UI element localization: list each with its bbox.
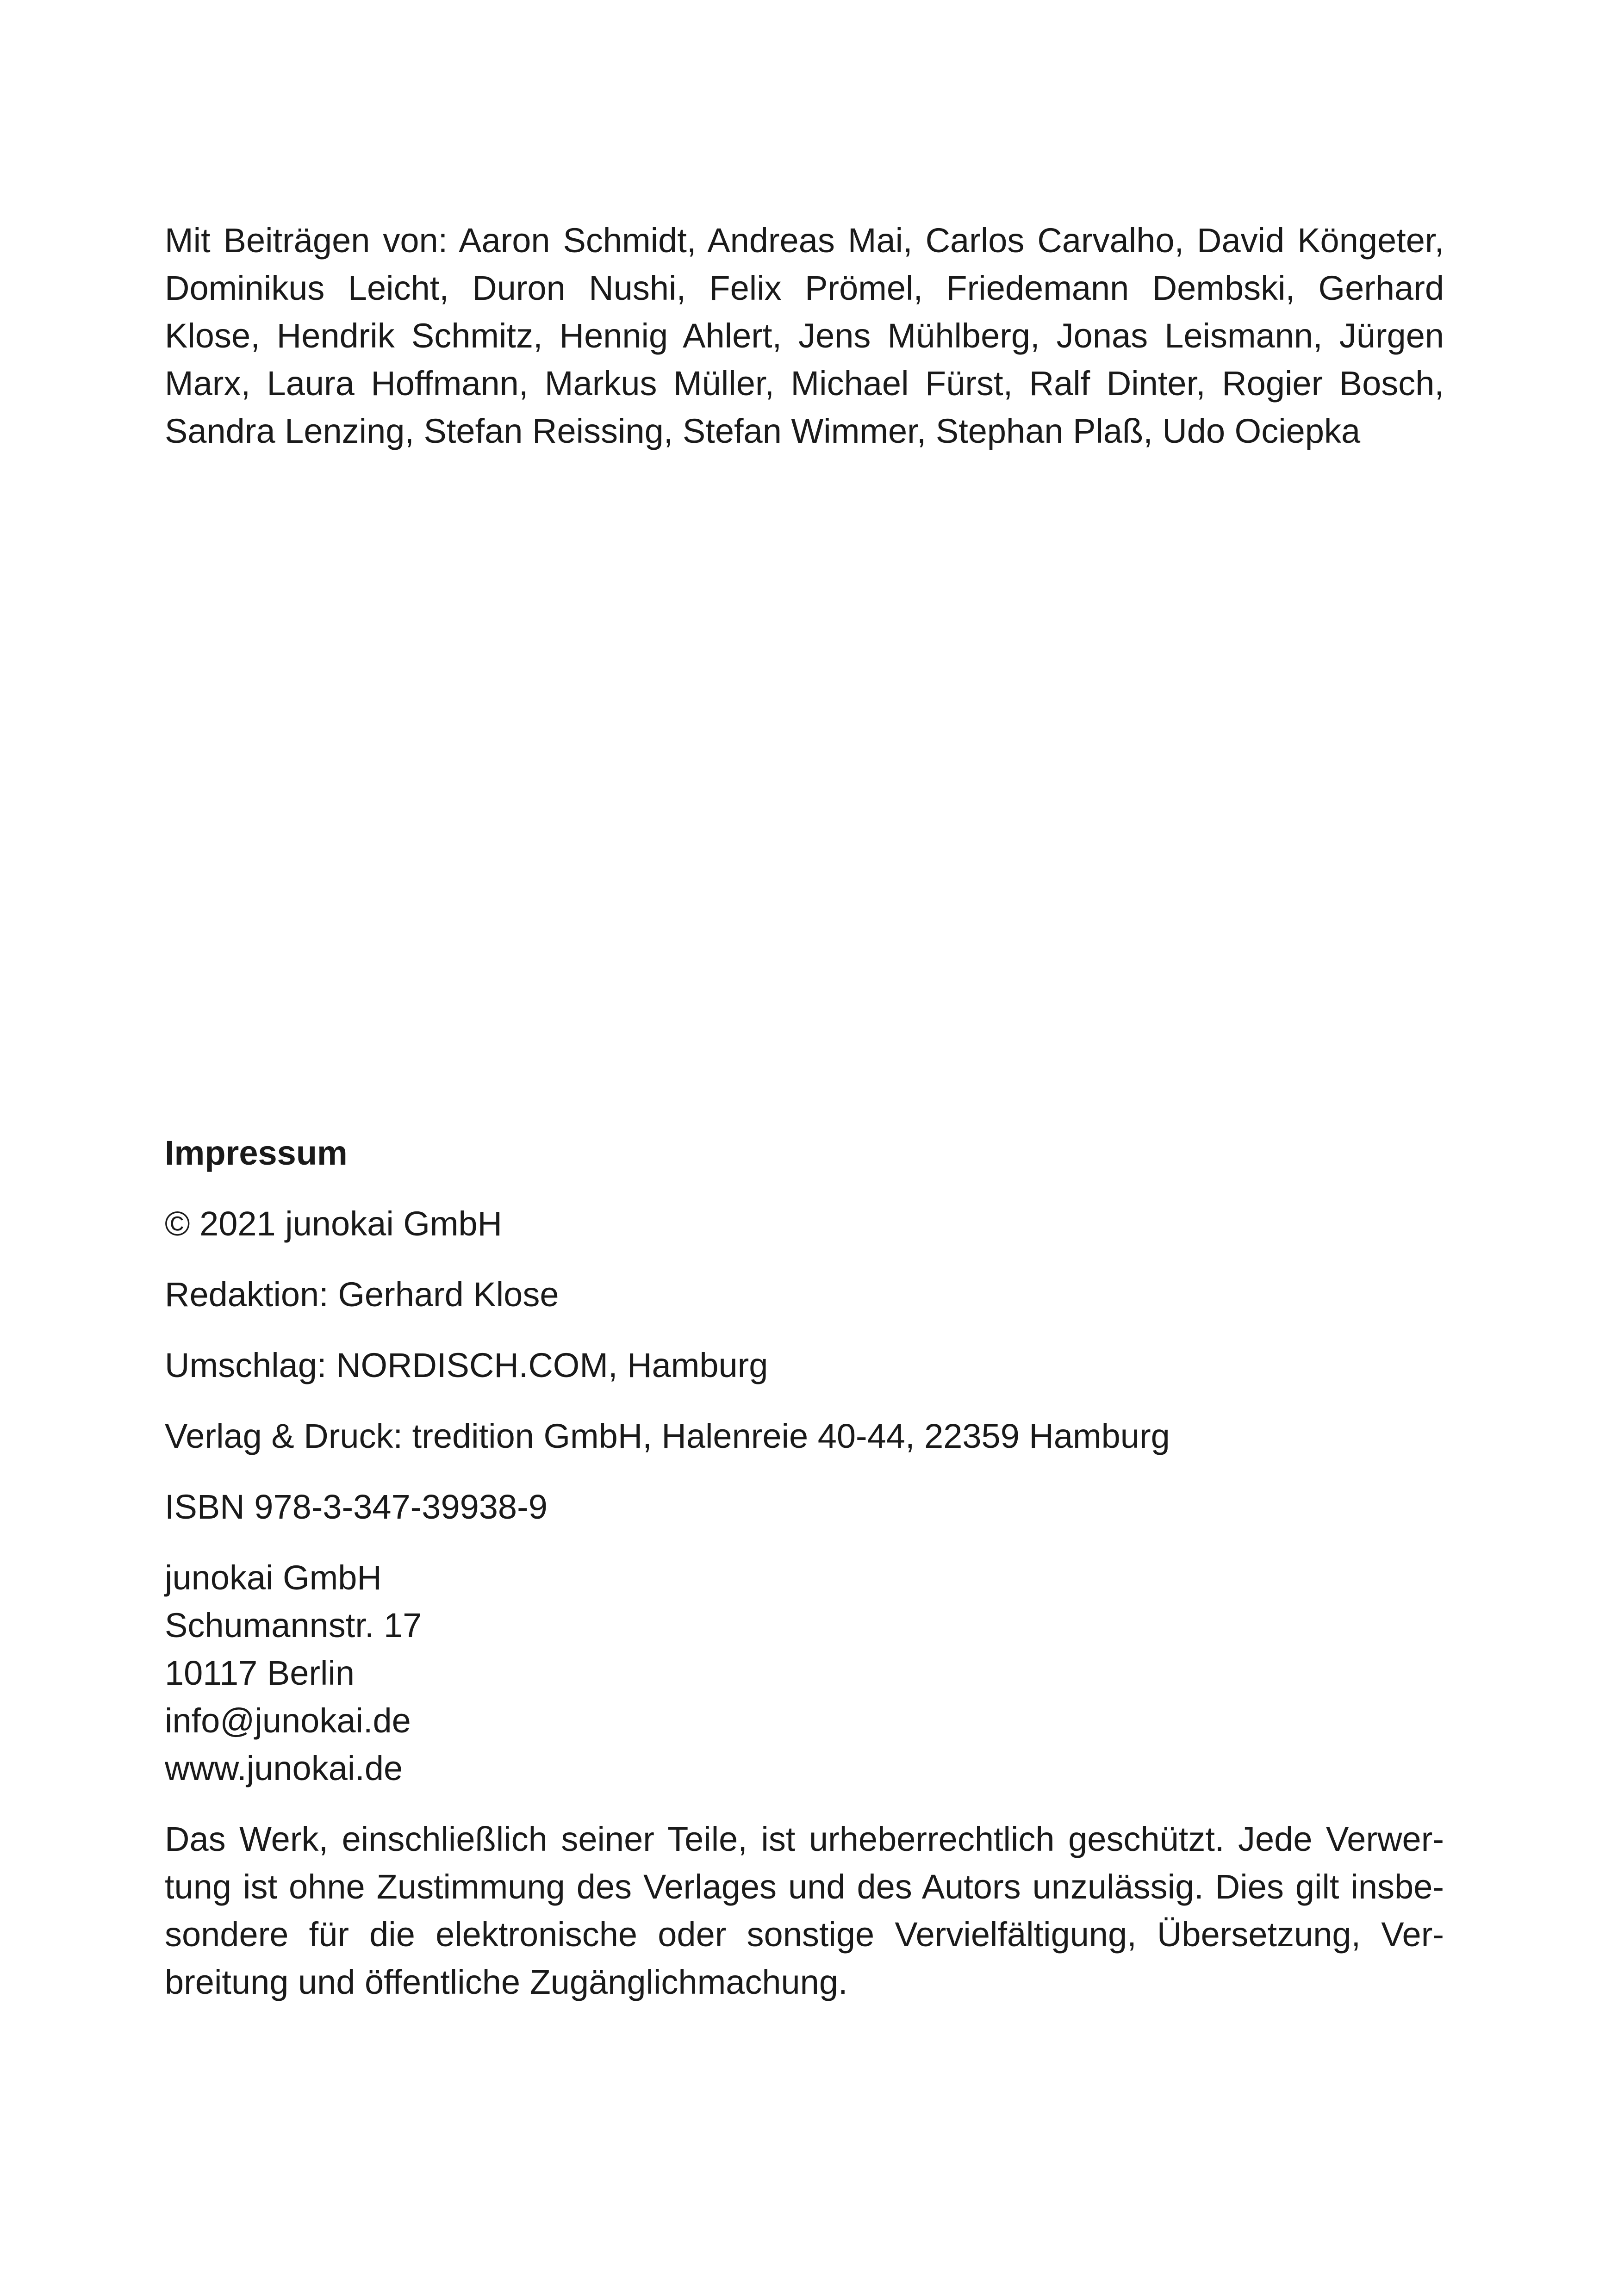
legal-notice [165,1815,1444,2006]
legal-notice-line: tung ist ohne Zustimmung des Verlages und des Autors unzulässig. Dies gilt insbe- [165,1868,1444,1906]
contributors-line: Marx, Laura Hoffmann, Markus Müller, Michael Fürst, Ralf Dinter, Rogier Bosch, [165,364,1444,403]
contributors-line: Klose, Hendrik Schmitz, Hennig Ahlert, Jens Mühlberg, Jonas Leismann, Jürgen [165,316,1444,355]
contributors-line: Dominikus Leicht, Duron Nushi, Felix Prömel, Friedemann Dembski, Gerhard [165,269,1444,307]
imprint-section [165,1129,1444,2006]
company-website: www.junokai.de [165,1749,403,1787]
contributors-line: Sandra Lenzing, Stefan Reissing, Stefan Wimmer, Stephan Plaß, Udo Ociepka [165,412,1361,450]
company-email: info@junokai.de [165,1701,411,1740]
imprint-heading: Impressum [165,1134,348,1172]
copyright-line: © 2021 junokai GmbH [165,1204,503,1243]
cover-line: Umschlag: NORDISCH.COM, Hamburg [165,1346,768,1384]
company-name: junokai GmbH [165,1558,382,1597]
editor-line: Redaktion: Gerhard Klose [165,1275,559,1314]
isbn-line: ISBN 978-3-347-39938-9 [165,1488,548,1526]
contributors-paragraph [165,217,1444,455]
company-street: Schumannstr. 17 [165,1606,422,1644]
company-address [165,1554,1444,1792]
legal-notice-line: Das Werk, einschließlich seiner Teile, ist urheberrechtlich geschützt. Jede Verwer- [165,1820,1444,1858]
contributors-line: Mit Beiträgen von: Aaron Schmidt, Andreas Mai, Carlos Carvalho, David Köngeter, [165,221,1444,260]
legal-notice-line: sondere für die elektronische oder sonstige Vervielfältigung, Übersetzung, Ver- [165,1915,1444,1954]
company-city: 10117 Berlin [165,1654,355,1692]
legal-notice-line: breitung und öffentliche Zugänglichmachung. [165,1963,848,2001]
publisher-line: Verlag & Druck: tredition GmbH, Halenreie 40-44, 22359 Hamburg [165,1417,1170,1455]
